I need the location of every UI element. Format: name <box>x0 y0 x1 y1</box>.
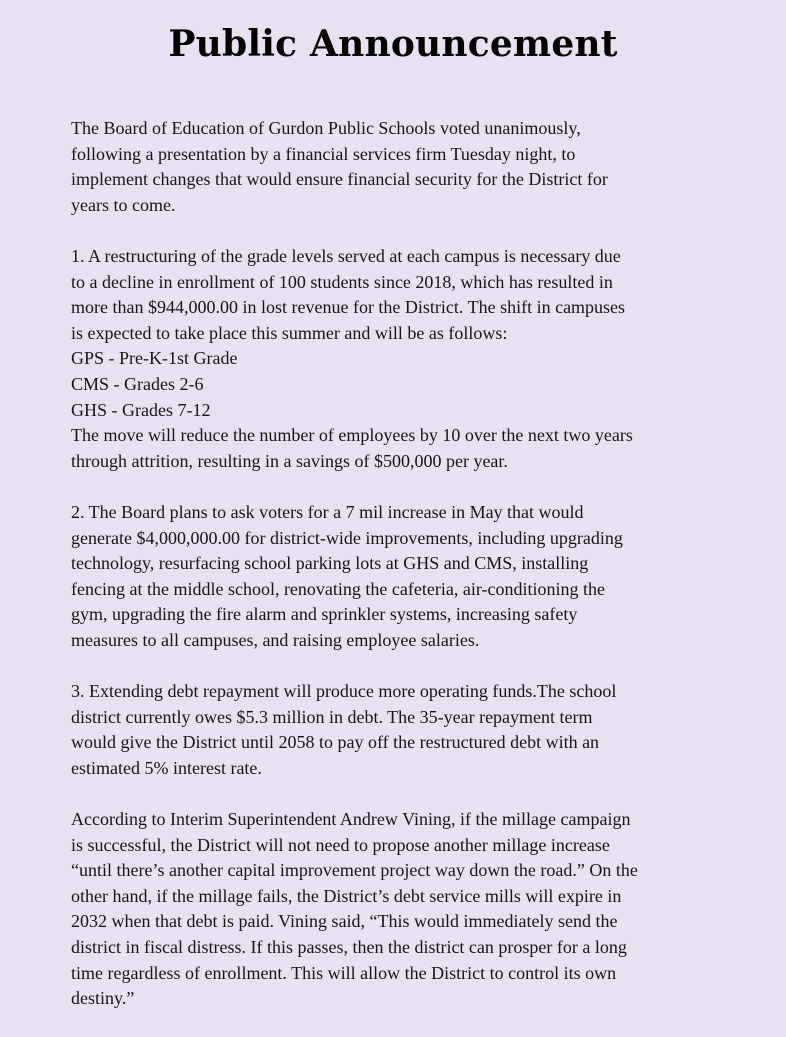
item-3-paragraph <box>71 679 736 781</box>
text-line: According to Interim Superintendent Andrew Vining, if the millage campaign <box>71 809 631 830</box>
text-line: “until there’s another capital improvement project way down the road.” On the <box>71 860 638 881</box>
text-line: gym, upgrading the fire alarm and sprinkler systems, increasing safety <box>71 604 578 625</box>
text-line: The Board of Education of Gurdon Public Schools voted unanimously, <box>71 118 581 138</box>
text-line: 1. A restructuring of the grade levels served at each campus is necessary due <box>71 245 621 266</box>
text-line: would give the District until 2058 to pay off the restructured debt with an <box>71 732 600 753</box>
text-line: is successful, the District will not need to propose another millage increase <box>71 834 610 855</box>
text-line: fencing at the middle school, renovating the cafeteria, air-conditioning the <box>71 578 605 599</box>
text-line: other hand, if the millage fails, the District’s debt service mills will expire in <box>71 885 622 906</box>
text-line: through attrition, resulting in a savings of $500,000 per year. <box>71 450 508 471</box>
text-line: is expected to take place this summer and will be as follows: <box>71 322 508 343</box>
text-line: CMS - Grades 2-6 <box>71 373 204 394</box>
text-line: technology, resurfacing school parking lots at GHS and CMS, installing <box>71 553 589 574</box>
item-1-paragraph <box>71 244 736 474</box>
intro-paragraph <box>71 116 736 218</box>
text-line: implement changes that would ensure financial security for the District for <box>71 169 608 190</box>
text-line: destiny.” <box>71 988 135 1009</box>
page-title: Public Announcement <box>168 23 618 65</box>
text-line: The move will reduce the number of employees by 10 over the next two years <box>71 425 633 446</box>
text-line: time regardless of enrollment. This will allow the District to control its own <box>71 962 617 983</box>
text-line: estimated 5% interest rate. <box>71 757 262 778</box>
text-line: GPS - Pre-K-1st Grade <box>71 348 238 369</box>
text-line: district currently owes $5.3 million in debt. The 35-year repayment term <box>71 706 593 727</box>
text-line: 3. Extending debt repayment will produce more operating funds.The school <box>71 681 617 702</box>
text-line: measures to all campuses, and raising employee salaries. <box>71 629 480 650</box>
text-line: to a decline in enrollment of 100 students since 2018, which has resulted in <box>71 271 613 292</box>
text-line: years to come. <box>71 194 176 215</box>
text-line: generate $4,000,000.00 for district-wide improvements, including upgrading <box>71 527 623 548</box>
item-2-paragraph <box>71 500 736 654</box>
text-line: GHS - Grades 7-12 <box>71 399 211 420</box>
text-line: district in fiscal distress. If this passes, then the district can prosper for a long <box>71 937 627 957</box>
text-line: more than $944,000.00 in lost revenue for the District. The shift in campuses <box>71 297 626 318</box>
text-line: following a presentation by a financial services firm Tuesday night, to <box>71 143 576 164</box>
text-line: 2. The Board plans to ask voters for a 7 mil increase in May that would <box>71 501 584 522</box>
text-line: 2032 when that debt is paid. Vining said, “This would immediately send the <box>71 911 618 932</box>
announcement-body <box>71 116 736 1037</box>
closing-paragraph <box>71 807 736 1012</box>
